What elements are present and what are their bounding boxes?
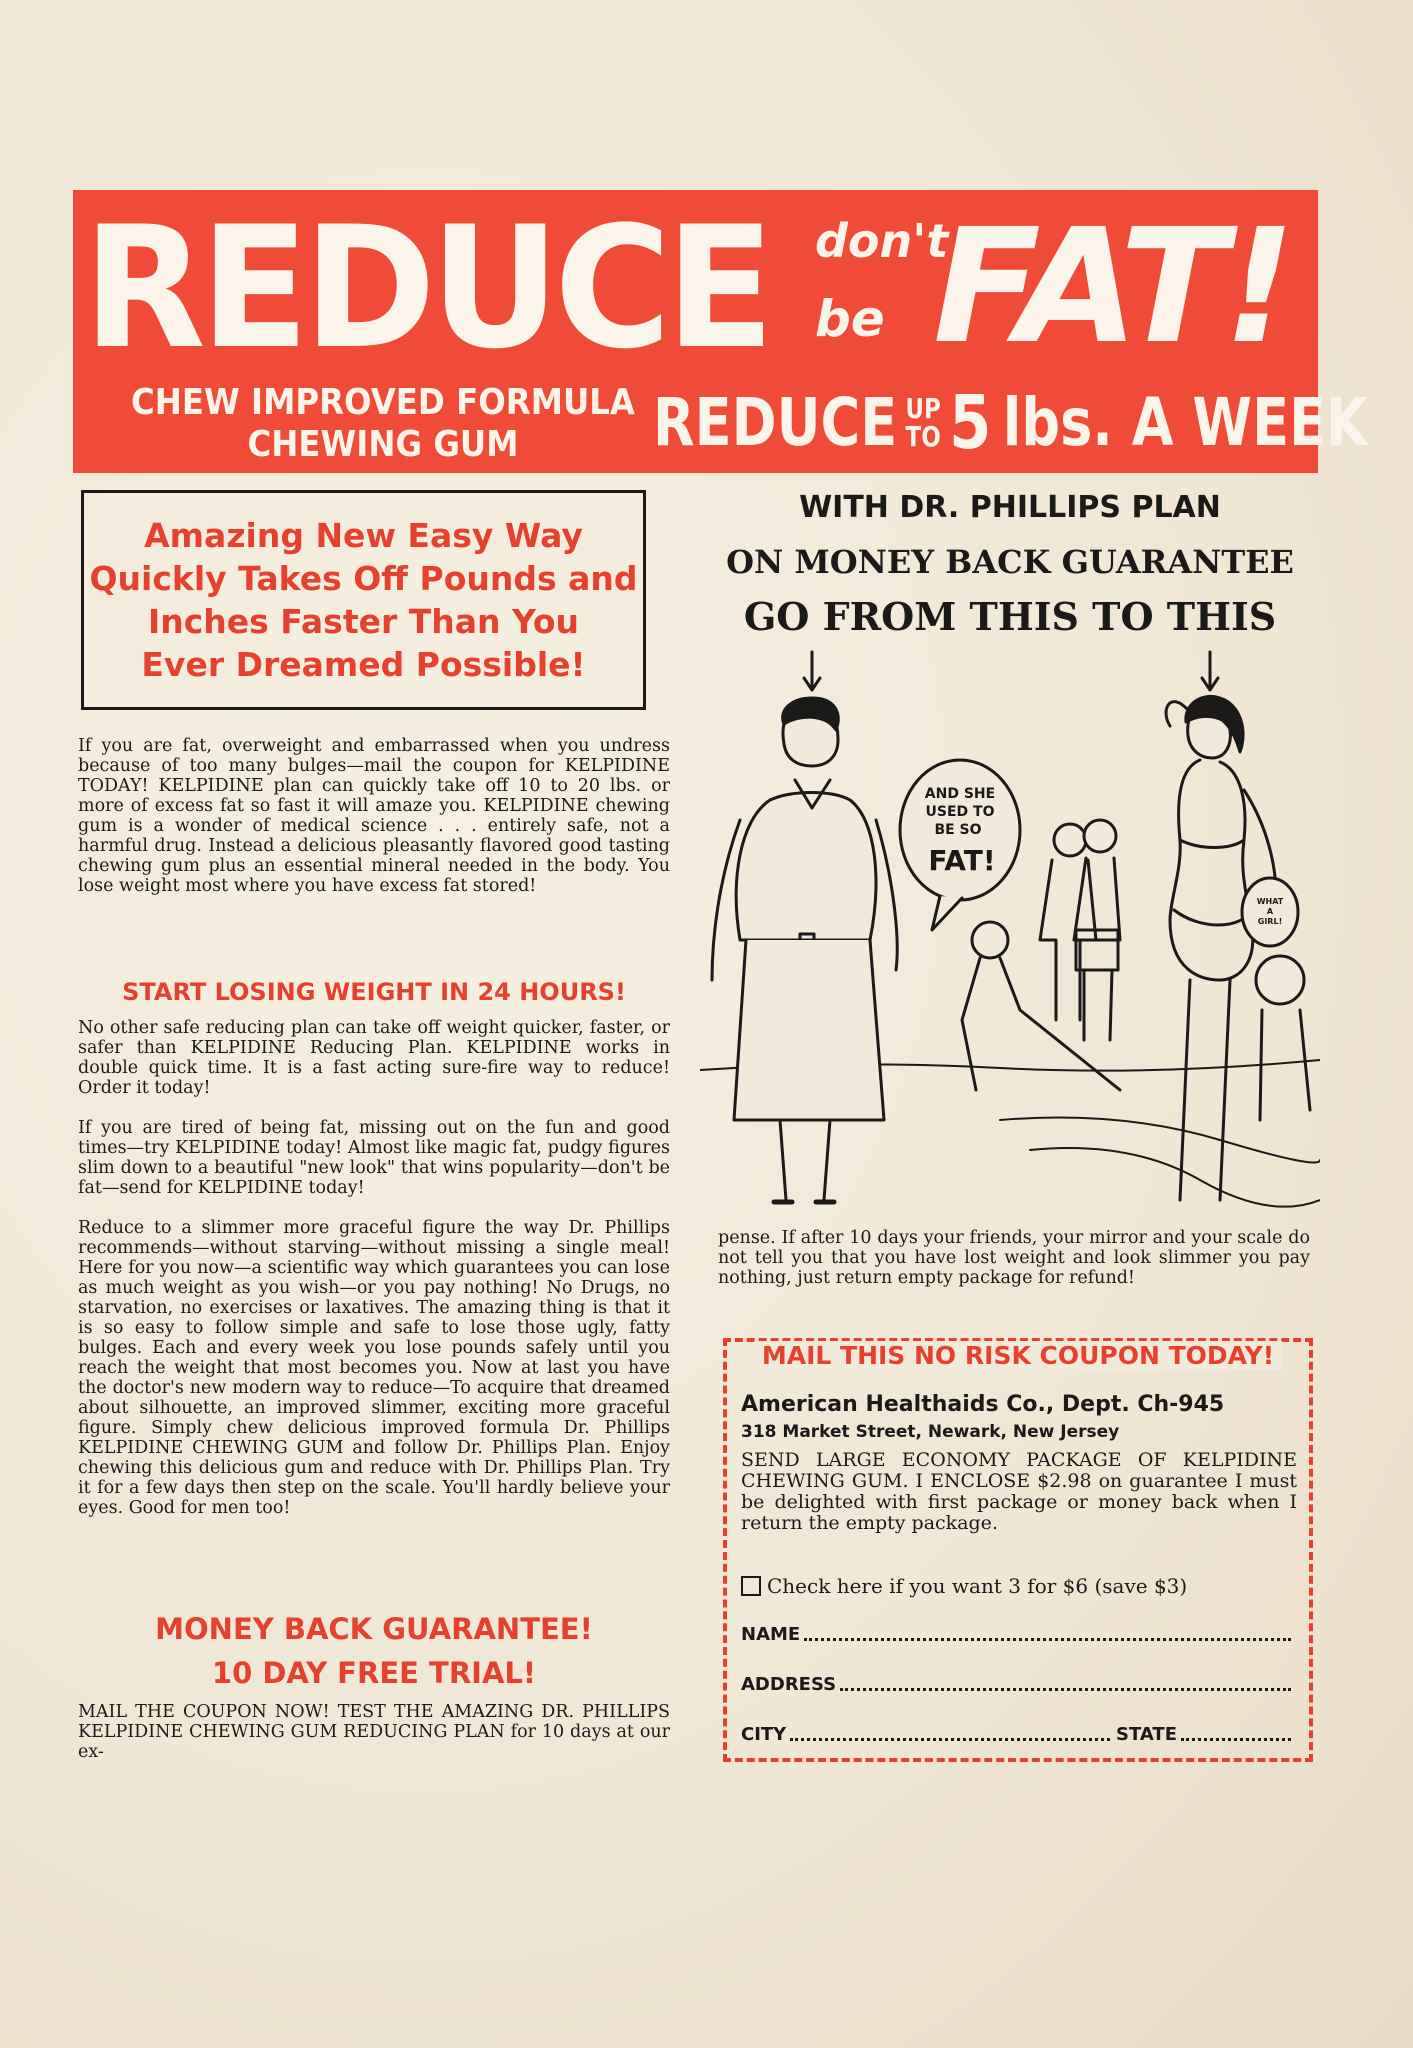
paragraph-refund: pense. If after 10 days your friends, your mirror and your scale do not tell you that you have lost weight and look slimmer you pay nothing, just return empty package for refund! bbox=[718, 1228, 1310, 1288]
paragraph-mail-coupon: MAIL THE COUPON NOW! TEST THE AMAZING DR. PHILLIPS KELPIDINE CHEWING GUM REDUCING PLAN for 10 days at our ex- bbox=[78, 1702, 670, 1762]
heading-money-back: ON MONEY BACK GUARANTEE bbox=[726, 543, 1294, 581]
coupon-address-field[interactable] bbox=[741, 1674, 1297, 1695]
coupon-name-field[interactable] bbox=[741, 1624, 1297, 1645]
headline-box-line1: Amazing New Easy Way bbox=[144, 516, 583, 555]
intro-paragraph: If you are fat, overweight and embarrassed when you undress because of too many bulges—mail the coupon for KELPIDINE TODAY! KELPIDINE plan can quickly take off 10 to 20 lbs. or more of excess fat so fast it will amaze you. KELPIDINE chewing gum is a wonder of medical science . . . entirely safe, not a harmful drug. Instead a delicious pleasantly flavored good tasting chewing gum plus an essential mineral needed in the body. You lose weight most where you have excess fat stored! bbox=[78, 736, 670, 896]
coupon-title-text: MAIL THIS NO RISK COUPON TODAY! bbox=[754, 1341, 1282, 1370]
headline-box-line4: Ever Dreamed Possible! bbox=[141, 645, 586, 684]
paragraph-tired-of-fat: If you are tired of being fat, missing out on the fun and good times—try KELPIDINE today! Almost like magic fat, pudgy figures slim down to a beautiful "new look" that wins popularity—don't be fat—send for KELPIDINE today! bbox=[78, 1118, 670, 1198]
headline-box-line2: Quickly Takes Off Pounds and bbox=[89, 559, 638, 598]
banner-chew-line2: CHEWING GUM bbox=[247, 424, 519, 465]
coupon-check-option[interactable] bbox=[741, 1574, 1187, 1598]
paragraph-safe-plan: No other safe reducing plan can take off weight quicker, faster, or safer than KELPIDINE Reducing Plan. KELPIDINE works in double quick time. It is a fast acting sure-fire way to reduce! Order it today! bbox=[78, 1018, 670, 1098]
order-coupon bbox=[723, 1338, 1313, 1762]
banner-fat: FAT! bbox=[933, 195, 1292, 379]
city-line[interactable] bbox=[790, 1737, 1110, 1741]
banner-upto bbox=[905, 392, 941, 453]
bubble1-line3: BE SO bbox=[934, 822, 982, 838]
coupon-body: SEND LARGE ECONOMY PACKAGE OF KELPIDINE CHEWING GUM. I ENCLOSE $2.98 on guarantee I must be delighted with first package or money back when I return the empty package. bbox=[741, 1449, 1297, 1534]
slim-woman-figure bbox=[1166, 696, 1276, 1200]
paragraph-dr-phillips: Reduce to a slimmer more graceful figure the way Dr. Phillips recommends—without starving—without missing a single meal! Here for you now—a scientific way which guarantees you can lose as much weight as you wish—or you pay nothing! No Drugs, no starvation, no exercises or laxatives. The amazing thing is that it is so easy to follow simple and safe to lose those ugly, fatty bulges. Each and every week you lose pounds safely until you reach the weight that most becomes you. Now at last you have the doctor's new modern way to reduce—To acquire that dreamed about silhouette, an improved slimmer, exciting more graceful figure. Simply chew delicious improved formula Dr. Phillips KELPIDINE CHEWING GUM and follow Dr. Phillips Plan. Enjoy chewing this delicious gum and reduce with Dr. Phillips Plan. Try it for a few days then step on the scale. You'll hardly believe your eyes. Good for men too! bbox=[78, 1218, 670, 1518]
before-after-illustration bbox=[700, 640, 1320, 1230]
name-line[interactable] bbox=[804, 1637, 1291, 1641]
banner-up: UP bbox=[905, 392, 941, 425]
coupon-address-label: ADDRESS bbox=[741, 1674, 837, 1695]
arrow-down-icon-left bbox=[804, 652, 820, 690]
banner-chew-text bbox=[131, 382, 635, 466]
arrow-down-icon-right bbox=[1202, 652, 1218, 690]
coupon-city-state-field[interactable] bbox=[741, 1724, 1297, 1745]
coupon-city-label: CITY bbox=[741, 1724, 787, 1745]
subhead-money-back: MONEY BACK GUARANTEE! bbox=[155, 1612, 593, 1646]
state-line[interactable] bbox=[1181, 1737, 1291, 1741]
heading-go-from-this: GO FROM THIS TO THIS bbox=[743, 594, 1277, 639]
banner-reduce: REDUCE bbox=[83, 190, 769, 386]
banner-reduce-word: REDUCE bbox=[653, 384, 898, 461]
bubble2-line2: A bbox=[1266, 907, 1274, 916]
coupon-title bbox=[727, 1338, 1309, 1374]
banner-chew-line1: CHEW IMPROVED FORMULA bbox=[131, 382, 635, 423]
banner-five: 5 bbox=[949, 380, 992, 466]
bubble1-line1: AND SHE bbox=[924, 786, 996, 802]
bubble2-line3: GIRL! bbox=[1257, 917, 1283, 926]
checkbox-icon[interactable] bbox=[741, 1576, 761, 1596]
sitting-man-figure bbox=[962, 922, 1120, 1090]
bubble1-line4: FAT! bbox=[928, 844, 996, 877]
coupon-company: American Healthaids Co., Dept. Ch-945 bbox=[741, 1392, 1225, 1417]
bubble1-line2: USED TO bbox=[925, 804, 995, 820]
coupon-address: 318 Market Street, Newark, New Jersey bbox=[741, 1422, 1120, 1442]
heading-dr-phillips-plan: WITH DR. PHILLIPS PLAN bbox=[799, 490, 1221, 525]
headline-box bbox=[81, 490, 646, 710]
headline-box-line3: Inches Faster Than You bbox=[147, 602, 580, 641]
fat-woman-figure bbox=[712, 698, 897, 1202]
banner-dont: don't bbox=[815, 214, 949, 268]
headline-banner bbox=[73, 190, 1369, 473]
standing-men-figures bbox=[1040, 820, 1120, 1040]
coupon-state-label: STATE bbox=[1116, 1724, 1177, 1745]
address-line[interactable] bbox=[840, 1687, 1291, 1691]
subhead-24-hours: START LOSING WEIGHT IN 24 HOURS! bbox=[122, 978, 626, 1006]
bubble2-line1: WHAT bbox=[1256, 897, 1284, 906]
banner-reduce-week bbox=[653, 380, 1369, 466]
swimmer-man-figure bbox=[1256, 956, 1310, 1120]
coupon-name-label: NAME bbox=[741, 1624, 801, 1645]
subhead-free-trial: 10 DAY FREE TRIAL! bbox=[211, 1656, 537, 1690]
banner-lbs-week: lbs. A WEEK bbox=[1002, 384, 1369, 461]
banner-be: be bbox=[815, 290, 885, 348]
banner-to: TO bbox=[905, 420, 941, 453]
coupon-check-label: Check here if you want 3 for $6 (save $3) bbox=[767, 1574, 1188, 1598]
